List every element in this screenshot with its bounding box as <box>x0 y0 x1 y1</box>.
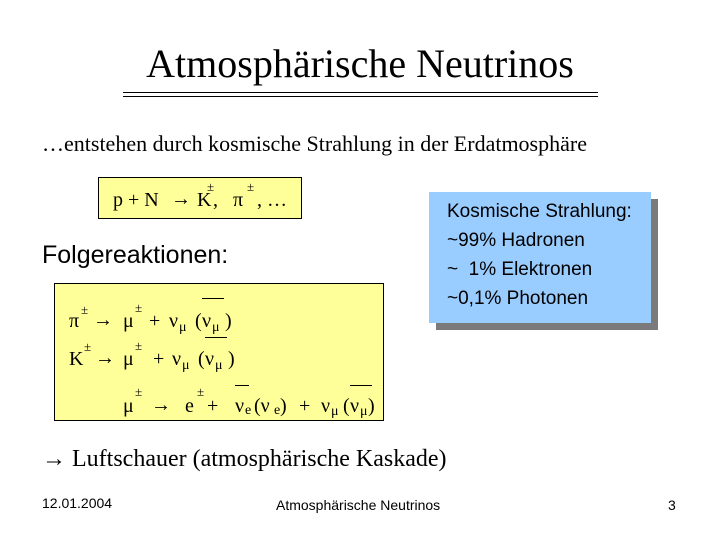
neutrino-symbol: ν <box>172 348 182 370</box>
muon-symbol: μ <box>123 310 134 332</box>
antiparticle-bar <box>202 298 224 299</box>
composition-hadrons: ~99% Hadronen <box>447 230 585 251</box>
plus-sign: + <box>299 395 311 417</box>
paren-open: ( <box>343 395 350 417</box>
arrow-icon: → <box>93 309 113 331</box>
paren-open: ( <box>198 348 205 370</box>
reaction-ellipsis: , … <box>257 189 287 211</box>
neutrino-symbol: ν <box>169 310 179 332</box>
muon-subscript: μ <box>182 358 190 373</box>
antineutrino-symbol: ν <box>205 348 215 370</box>
kaon-charge: ± <box>207 179 215 194</box>
slide-subtitle: …entstehen durch kosmische Strahlung in der Erdatmosphäre <box>42 131 587 156</box>
charge-pm: ± <box>84 339 92 354</box>
composition-electrons: ~ 1% Elektronen <box>447 259 593 280</box>
plus-sign: + <box>207 395 219 417</box>
muon-symbol: μ <box>123 395 134 417</box>
neutrino-symbol: ν <box>321 395 331 417</box>
followups-heading: Folgereaktionen: <box>42 241 229 269</box>
arrow-icon: → <box>171 188 191 210</box>
muon-subscript: μ <box>212 320 220 335</box>
comma: , <box>213 189 218 211</box>
pion-symbol: π <box>69 310 80 332</box>
composition-photons: ~0,1% Photonen <box>447 288 589 309</box>
decay-chains-box <box>54 283 384 421</box>
pion-symbol: π <box>233 189 244 211</box>
plus-sign: + <box>149 310 161 332</box>
arrow-icon: → <box>151 394 171 416</box>
cosmic-ray-composition-box <box>429 192 651 323</box>
arrow-icon: → <box>95 347 115 369</box>
paren-close: ) <box>280 395 287 417</box>
kaon-symbol: K <box>197 189 212 211</box>
conclusion-text: Luftschauer (atmosphärische Kaskade) <box>66 446 447 472</box>
page-number: 3 <box>668 497 676 513</box>
electron-subscript: e <box>274 403 281 418</box>
arrow-icon: → <box>42 446 66 472</box>
antiparticle-bar <box>350 385 372 386</box>
muon-symbol: μ <box>123 348 134 370</box>
charge-pm: ± <box>135 300 143 315</box>
charge-pm: ± <box>135 338 143 353</box>
paren-close: ) <box>368 395 375 417</box>
antiparticle-bar <box>235 385 249 386</box>
muon-subscript: μ <box>331 404 339 419</box>
conclusion-line <box>42 446 447 473</box>
pion-charge: ± <box>247 179 255 194</box>
composition-heading: Kosmische Strahlung: <box>447 201 632 222</box>
charge-pm: ± <box>135 384 143 399</box>
antiparticle-bar <box>205 337 227 338</box>
muon-subscript: μ <box>215 358 223 373</box>
muon-subscript: μ <box>179 320 187 335</box>
plus-sign: + <box>153 348 165 370</box>
charge-pm: ± <box>81 302 89 317</box>
production-reaction-box <box>98 177 302 219</box>
footer-title: Atmosphärische Neutrinos <box>276 497 441 513</box>
kaon-symbol: K <box>69 348 84 370</box>
charge-pm: ± <box>197 384 205 399</box>
slide-title: Atmosphärische Neutrinos <box>146 41 574 86</box>
paren-close: ) <box>225 310 232 332</box>
paren-close: ) <box>228 348 235 370</box>
footer-date: 12.01.2004 <box>42 495 113 511</box>
electron-antineutrino-symbol: ν <box>235 395 245 417</box>
muon-subscript: μ <box>360 404 368 419</box>
paren-open: ( <box>195 310 202 332</box>
electron-symbol: e <box>185 395 194 417</box>
antineutrino-symbol: ν <box>350 395 360 417</box>
title-underline <box>123 92 598 97</box>
antineutrino-symbol: ν <box>202 310 212 332</box>
reaction-lhs: p + N <box>113 189 159 211</box>
electron-subscript: e <box>245 403 252 418</box>
paren-open-neutrino: (ν <box>254 395 270 417</box>
